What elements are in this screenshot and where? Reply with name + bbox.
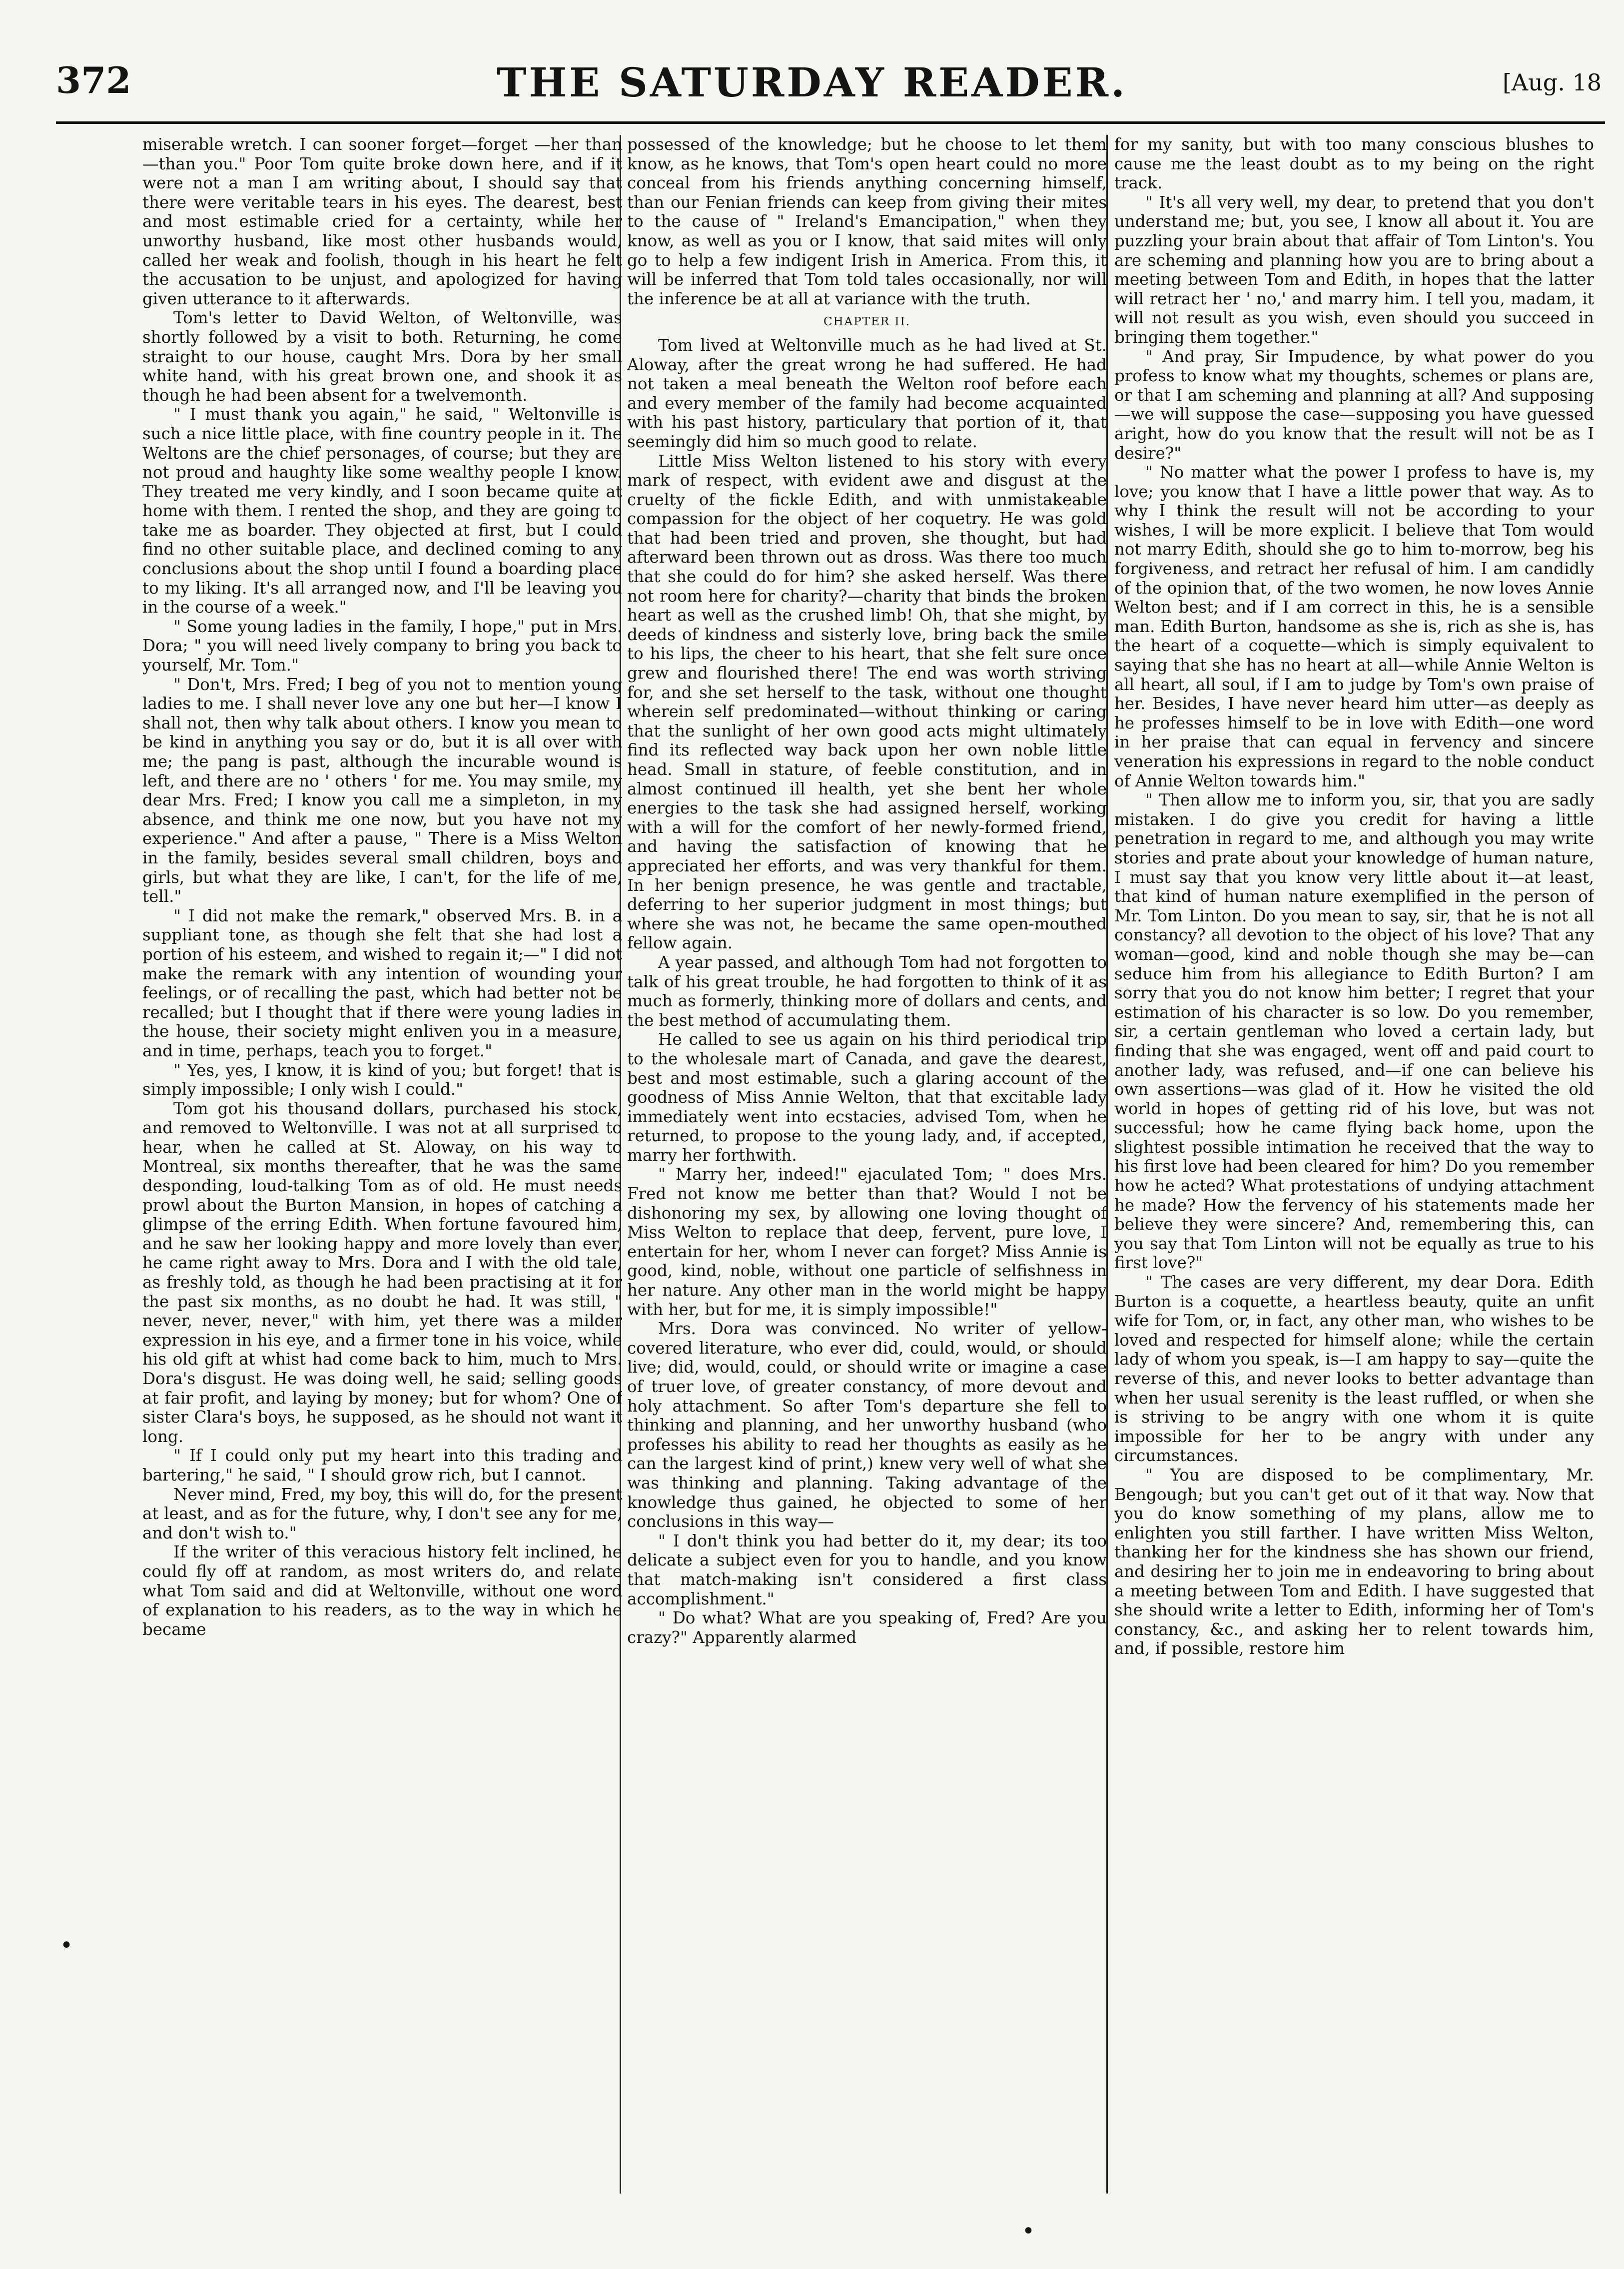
paragraph: Little Miss Welton listened to his story with every mark of respect, with evident awe and disgust at the cruelty of the fickle Edith, and with unmistakeable compassion for the object of her coquetry. He was gold that had been tried and proven, she thought, but had afterward been thrown out as dross. Was there too much that she could do for him? she asked herself. Was there not room here for charity?—charity that binds the broken heart as well as the crushed limb! Oh, that she might, by deeds of kindness and sisterly love, bring back the smile to his lips, the cheer to his heart, that she felt sure once grew and flourished there! The end was worth striving for, and she set herself to the task, without one thought wherein self predominated—without thinking or caring that the sunlight of her own good acts might ultimately find its reflected way back upon her own noble little head. Small in stature, of feeble constitution, and in almost continued ill health, yet she bent her whole energies to the task she had assigned herself, working with a will for the comfort of her newly-formed friend, and having the satisfaction of knowing that he appreciated her efforts, and was very thankful for them. In her benign presence, he was gentle and tractable, deferring to her superior judgment in most things; but where she was not, he became the same open-mouthed fellow again. — [627, 451, 1107, 953]
paragraph: " No matter what the power I profess to have is, my love; you know that I have a little power that way. As to why I think the result will not be according to your wishes, I will be more explicit. I believe that Tom would not marry Edith, should she go to him to-morrow, beg his forgiveness, and retract her refusal of him. I am candidly of the opinion that, of the two women, he now loves Annie Welton best; and if I am correct in this, he is a sensible man. Edith Burton, handsome as she is, rich as she is, has the heart of a coquette—which is simply equivalent to saying that she has no heart at all—while Annie Welton is all heart, all soul, if I am to judge by Tom's own praise of her. Besides, I have never heard him utter—as deeply as he professes himself to be in love with Edith—one word in her praise that can equal in fervency and sincere veneration his expressions in regard to the noble conduct of Annie Welton towards him." — [1114, 463, 1594, 790]
page-header — [0, 0, 1624, 125]
issue-date: [Aug. 18 — [1502, 69, 1602, 96]
paragraph: " If I could only put my heart into this trading and bartering," he said, " I should grow rich, but I cannot. — [142, 1446, 622, 1485]
paragraph: He called to see us again on his third periodical trip to the wholesale mart of Canada, and gave the dearest, best and most estimable, such a glaring account of the goodness of Miss Annie Welton, that that excitable lady immediately went into ecstacies, advised Tom, when he returned, to propose to the young lady, and, if accepted, marry her forthwith. — [627, 1030, 1107, 1165]
paragraph: Tom's letter to David Welton, of Weltonville, was shortly followed by a visit to both. Returning, he come straight to our house, caught Mrs. Dora by her small white hand, with his great brown one, and shook it as though he had been absent for a twelvemonth. — [142, 308, 622, 405]
paragraph: " Then allow me to inform you, sir, that you are sadly mistaken. I do give you credit for having a little penetration in regard to me, and although you may write stories and prate about your knowledge of human nature, I must say that you know very little about it—at least, that kind of human nature exemplified in the person of Mr. Tom Linton. Do you mean to say, sir, that he is not all constancy? all devotion to the object of his love? That any woman—good, kind and noble though she may be—can seduce him from his allegiance to Edith Burton? I am sorry that you do not know him better; I regret that your estimation of his character is so low. Do you remember, sir, a certain gentleman who loved a certain lady, but finding that she was engaged, went off and paid court to another lady, was refused, and—if one can believe his own assertions—was glad of it. How he visited the old world in hopes of getting rid of his love, but was not successful; how he came flying back home, upon the slightest possible intimation he received that the way to his first love had been cleared for him? Do you remember how he acted? What protestations of undying attachment he made? How the fervency of his statements made her believe they were sincere? And, remembering this, can you say that Tom Linton will not be equally as true to his first love?" — [1114, 790, 1594, 1273]
paragraph: " Marry her, indeed!" ejaculated Tom; " does Mrs. Fred not know me better than that? Would I not be dishonoring my sex, by allowing one loving thought of Miss Welton to replace that deep, fervent, pure love, I entertain for her, whom I never can forget? Miss Annie is good, kind, noble, without one particle of selfishness in her nature. Any other man in the world might be happy with her, but for me, it is simply impossible!" — [627, 1165, 1107, 1319]
paragraph: " And pray, Sir Impudence, by what power do you profess to know what my thoughts, schemes or plans are, or that I am scheming and planning at all? And supposing—we will suppose the case—supposing you have guessed aright, how do you know that the result will not be as I desire?" — [1114, 347, 1594, 463]
paragraph: Tom got his thousand dollars, purchased his stock, and removed to Weltonville. I was not at all surprised to hear, when he called at St. Aloway, on his way to Montreal, six months thereafter, that he was the same desponding, loud-talking Tom as of old. He must needs prowl about the Burton Mansion, in hopes of catching a glimpse of the erring Edith. When fortune favoured him, and he saw her looking happy and more lovely than ever, he came right away to Mrs. Dora and I with the old tale, as freshly told, as though he had been practising at it for the past six months, as no doubt he had. It was still, " never, never, never," with him, yet there was a milder expression in his eye, and a firmer tone in his voice, while his old gift at whist had come back to him, much to Mrs. Dora's disgust. He was doing well, he said; selling goods at fair profit, and laying by money; but for whom? One of sister Clara's boys, he supposed, as he should not want it long. — [142, 1099, 622, 1446]
text-column-1 — [142, 135, 622, 2204]
page-number: 372 — [56, 59, 131, 101]
paragraph: " I must thank you again," he said, " Weltonville is such a nice little place, with fine country people in it. The Weltons are the chief personages, of course; but they are not proud and haughty like some wealthy people I know. They treated me very kindly, and I soon became quite at home with them. I rented the shop, and they are going to take me as boarder. They objected at first, but I could find no other suitable place, and declined coming to any conclusions about the shop until I found a boarding place to my liking. It's all arranged now, and I'll be leaving you in the course of a week." — [142, 405, 622, 617]
paragraph: " I did not make the remark," observed Mrs. B. in a suppliant tone, as though she felt that she had lost a portion of his esteem, and wished to regain it;—" I did not make the remark with any intention of wounding your feelings, or of recalling the past, which had better not be recalled; but I thought that if there were young ladies in the house, their society might enliven you in a measure, and in time, perhaps, teach you to forget." — [142, 906, 622, 1060]
paragraph: " It's all very well, my dear, to pretend that you don't understand me; but, you see, I know all about it. You are puzzling your brain about that affair of Tom Linton's. You are scheming and planning how you are to bring about a meeting between Tom and Edith, in hopes that the latter will retract her ' no,' and marry him. I tell you, madam, it will not result as you wish, even should you succeed in bringing them together." — [1114, 192, 1594, 347]
paragraph: Mrs. Dora was convinced. No writer of yellow-covered literature, who ever did, could, would, or should live; did, would, could, or should write or imagine a case of truer love, of greater constancy, of more devout and holy attachment. So after Tom's departure she fell to thinking and planning, and her unworthy husband (who professes his ability to read her thoughts as easily as he can the largest kind of print,) knew very well of what she was thinking and planning. Taking advantage of the knowledge thus gained, he objected to some of her conclusions in this way— — [627, 1319, 1107, 1531]
paragraph: " You are disposed to be complimentary, Mr. Bengough; but you can't get out of it that way. Now that you do know something of my plans, allow me to enlighten you still farther. I have written Miss Welton, thanking her for the kindness she has shown our friend, and desiring her to join me in endeavoring to bring about a meeting between Tom and Edith. I have suggested that she should write a letter to Edith, informing her of Tom's constancy, &c., and asking her to relent towards him, and, if possible, restore him — [1114, 1465, 1594, 1658]
paragraph: " The cases are very different, my dear Dora. Edith Burton is a coquette, a heartless beauty, quite an unfit wife for Tom, or, in fact, any other man, who wishes to be loved and respected for himself alone; while the certain lady of whom you speak, is—I am happy to say—quite the reverse of this, and never looks to better advantage than when her usual serenity is the least ruffled, or when she is striving to be angry with one whom it is quite impossible for her to be angry with under any circumstances. — [1114, 1273, 1594, 1466]
paragraph: " Yes, yes, I know, it is kind of you; but forget! that is simply impossible; I only wish I could." — [142, 1060, 622, 1099]
paragraph: " Don't, Mrs. Fred; I beg of you not to mention young ladies to me. I shall never love any one but her—I know I shall not, then why talk about others. I know you mean to be kind in anything you say or do, but it is all over with me; the pang is past, although the incurable wound is left, and there are no ' others ' for me. You may smile, my dear Mrs. Fred; I know you call me a simpleton, in my absence, and think me one now, but you have not my experience." And after a pause, " There is a Miss Welton in the family, besides several small children, boys and girls, but what they are like, I can't, for the life of me, tell." — [142, 675, 622, 906]
bullet-ornament: • — [1022, 2219, 1035, 2244]
paragraph: Never mind, Fred, my boy, this will do, for the present at least, and as for the future, why, I don't see any for me, and don't wish to." — [142, 1485, 622, 1542]
paragraph: Tom lived at Weltonville much as he had lived at St. Aloway, after the great wrong he had suffered. He had not taken a meal beneath the Welton roof before each and every member of the family had become acquainted with his past history, particulary that portion of it, that seemingly did him so much good to relate. — [627, 335, 1107, 451]
masthead-title: THE SATURDAY READER. — [497, 59, 1127, 106]
paragraph: miserable wretch. I can sooner forget—forget —her than—than you." Poor Tom quite broke down here, and if it were not a man I am writing about, I should say that there were veritable tears in his eyes. The dearest, best and most estimable cried for a certainty, while her unworthy husband, like most other husbands would, called her weak and foolish, though in his heart he felt the accusation to be unjust, and apologized for having given utterance to it afterwards. — [142, 135, 622, 308]
paragraph: If the writer of this veracious history felt inclined, he could fly off at random, as most writers do, and relate what Tom said and did at Weltonville, without one word of explanation to his readers, as to the way in which he became — [142, 1542, 622, 1639]
paragraph: possessed of the knowledge; but he choose to let them know, as he knows, that Tom's open heart could no more conceal from his friends anything concerning himself, than our Fenian friends can keep from giving their mites to the cause of " Ireland's Emancipation," when they know, as well as you or I know, that said mites will only go to help a few indigent Irish in America. From this, it will be inferred that Tom told tales occasionally, nor will the inference be at all at variance with the truth. — [627, 135, 1107, 308]
paragraph: " Do what? What are you speaking of, Fred? Are you crazy?" Apparently alarmed — [627, 1608, 1107, 1647]
text-column-2 — [627, 135, 1107, 2204]
paragraph: A year passed, and although Tom had not forgotten to talk of his great trouble, he had forgotten to think of it as much as formerly, thinking more of dollars and cents, and the best method of accumulating them. — [627, 952, 1107, 1030]
header-rule — [56, 121, 1605, 124]
paragraph: " Some young ladies in the family, I hope," put in Mrs. Dora; " you will need lively company to bring you back to yourself, Mr. Tom." — [142, 617, 622, 675]
bullet-ornament: • — [60, 1933, 73, 1958]
chapter-heading: CHAPTER II. — [823, 315, 910, 329]
paragraph: " I don't think you had better do it, my dear; its too delicate a subject even for you to handle, and you know that match-making isn't considered a first class accomplishment." — [627, 1531, 1107, 1608]
paragraph: for my sanity, but with too many conscious blushes to cause me the least doubt as to my being on the right track. — [1114, 135, 1594, 193]
text-column-3 — [1114, 135, 1594, 2204]
